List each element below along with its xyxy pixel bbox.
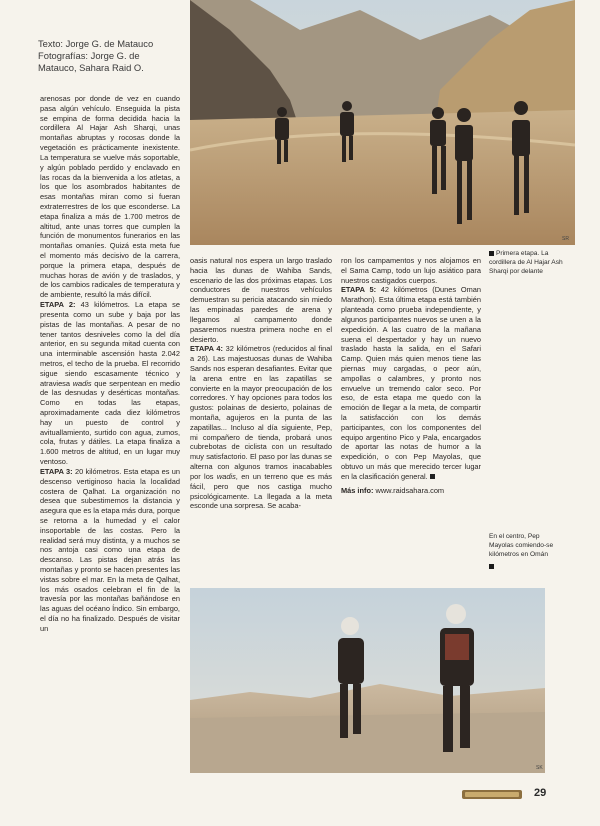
etapa-5-text: 42 kilómetros (Dunes Oman Marathon). Esta última etapa está también planteada como prueba independiente, y algunos participantes nuevos se unen a la expedición. A las cuatro de la mañana suena el despertador y hay un nuevo traslado hasta la salida, en el Safari Camp. Quien más quien menos tiene las piernas muy cargadas, o peor aún, ampollas o calambres, y pronto nos envuelve un tremendo calor seco. Por eso, de esta etapa me quedo con la emoción de llegar a la meta, de compartir la satisfacción con los demás participantes, con los componentes del equipo argentino Pico y Pala, encargados de aportar las notas de humor a la expedición, o con Pep Mayolas, que obtuvo un más que merecido tercer lugar en la clasificación general. — [341, 285, 481, 481]
etapa-4-text-continued: , en un terreno que es más fácil, pero que nos castiga mucho psicológicamente. La llegada a la meta esconde una sorpresa. Se acaba- — [190, 471, 332, 511]
article-credits — [38, 38, 188, 74]
column-1-paragraph-intro: arenosas por donde de vez en cuando pasa algún vehículo. Enseguida la pista se empina de forma decidida hacia la cordillera Al Hajar Ash Sharqi, unas montañas abruptas y rocosas donde la vegetación es prácticamente inexistente. La temperatura se vuelve más soportable, y algún poblado perdido y enclavado en las rocas da la bienvenida a los atletas, a los que los asombrados habitantes de esas montañas miran como si fueran extraterrestres de los que esconderse. La etapa finaliza a más de 1.700 metros de altitud, ante unas torres que cumplen la función de monumentos funerarios en las montañas omaníes. Quizá esta meta fue el momento más decisivo de la carrera, porque la primera etapa, después de muchas horas de avión y de traslados, y de los cambios radicales de temperatura y de ambiente, resultó la más difícil. — [40, 94, 180, 300]
top-photo-runners-mountains — [190, 0, 575, 245]
bottom-photo-image — [190, 588, 545, 773]
article-column-3 — [341, 256, 481, 496]
caption-top-text: Primera etapa. La cordillera de Al Hajar Ash Sharqi por delante — [489, 250, 563, 276]
more-info-line — [341, 486, 481, 496]
page-number: 29 — [534, 787, 547, 799]
caption-top-photo — [489, 249, 563, 277]
credits-photo-line-2: Matauco, Sahara Raid O. — [38, 62, 144, 73]
end-of-article-mark — [430, 474, 435, 479]
caption-bullet-icon — [489, 251, 494, 256]
etapa-2-paragraph — [40, 300, 180, 467]
caption-middle-photo — [489, 532, 563, 572]
etapa-3-paragraph — [40, 467, 180, 634]
etapa-5-paragraph — [341, 285, 481, 481]
etapa-2-wadis: wadis — [72, 378, 92, 388]
etapa-2-text: 43 kilómetros. La etapa se presenta como un sube y baja por las pistas de las montañas. A pesar de no tener tantos desniveles como la del día anterior, en su segunda mitad cuenta con una interminable ascensión hasta 2.042 metros, el techo de la prueba. El recorrido sigue siendo escasamente técnico y atraviesa — [40, 300, 180, 388]
more-info-url[interactable]: www.raidsahara.com — [373, 485, 445, 495]
column-2-paragraph-intro: oasis natural nos espera un largo traslado hacia las dunas de Wahiba Sands, escenario de las dos próximas etapas. Los conductores de nuestros vehículos demuestran su pericia atacando sin miedo las empinadas paredes de arena y llegamos al campamento donde pasaremos nuestra primera noche en el desierto. — [190, 256, 332, 344]
article-column-1 — [40, 94, 180, 634]
column-3-paragraph-intro: ron los campamentos y nos alojamos en el Sama Camp, todo un lujo asiático para nuestros castigados cuerpos. — [341, 256, 481, 285]
etapa-3-text: 20 kilómetros. Esta etapa es un descenso vertiginoso hacia la localidad costera de Qalhat. La organización no desea que subestimemos la distancia y asegura que es la etapa más dura, porque se retorna a la humedad y el calor insoportable de las costas. Pero la realidad será muy distinta, y a muchos se nos antoja casi como una etapa de descanso. Las pistas dejan atrás las montañas y pronto se hacen presentes las vistas sobre el mar. En la meta de Qalhat, los más osados celebran el fin de la travesía por las montañas bañándose en las aguas del océano Índico. Sin embargo, el día no ha finalizado. Después de visitar un — [40, 466, 180, 633]
top-photo-credit-tag: SR — [562, 236, 569, 242]
article-column-2 — [190, 256, 332, 511]
etapa-3-heading: ETAPA 3: — [40, 466, 73, 476]
more-info-label: Más info: — [341, 485, 374, 495]
etapa-4-text: 32 kilómetros (reducidos al final a 26). Las majestuosas dunas de Wahiba Sands nos esperan desafiantes. Evitar que la arena entre en las zapatillas se convierte en la mayor preocupación de los corredores. Y hay opciones para todos los gustos: polainas de desierto, polainas de montaña, agujeros en la punta de las zapatillas... Incluso al día siguiente, Pep, mi compañero de tienda, probará unos cubrebotas de ciclista con un resultado muy satisfactorio. El paso por las dunas se alterna con algunos tramos inacabables por los — [190, 344, 332, 481]
etapa-4-paragraph — [190, 344, 332, 511]
caption-bullet-icon-bottom — [489, 563, 563, 572]
etapa-4-wadis: wadis — [216, 471, 236, 481]
bottom-photo-credit-tag: SK — [536, 765, 543, 771]
bottom-photo-runners-desert — [190, 588, 545, 773]
etapa-4-heading: ETAPA 4: — [190, 344, 223, 354]
etapa-2-text-continued: que serpentean en medio de las desnudas y desérticas montañas. Como en todas las etapas, aproximadamente cada diez kilómetros hay un puesto de control y avituallamiento, surtido con agua, zumos, cola, frutas y dátiles. La etapa finaliza a 1.600 metros de altitud, en un lugar muy ventoso. — [40, 378, 180, 467]
credits-text-line: Texto: Jorge G. de Matauco — [38, 38, 154, 49]
top-photo-image — [190, 0, 575, 245]
credits-photo-line: Fotografías: Jorge G. de — [38, 50, 140, 61]
etapa-2-heading: ETAPA 2: — [40, 300, 76, 310]
magazine-logo-icon — [462, 788, 522, 801]
etapa-5-heading: ETAPA 5: — [341, 285, 377, 295]
caption-middle-text: En el centro, Pep Mayolas comiendo-se kilómetros en Omán — [489, 533, 554, 559]
